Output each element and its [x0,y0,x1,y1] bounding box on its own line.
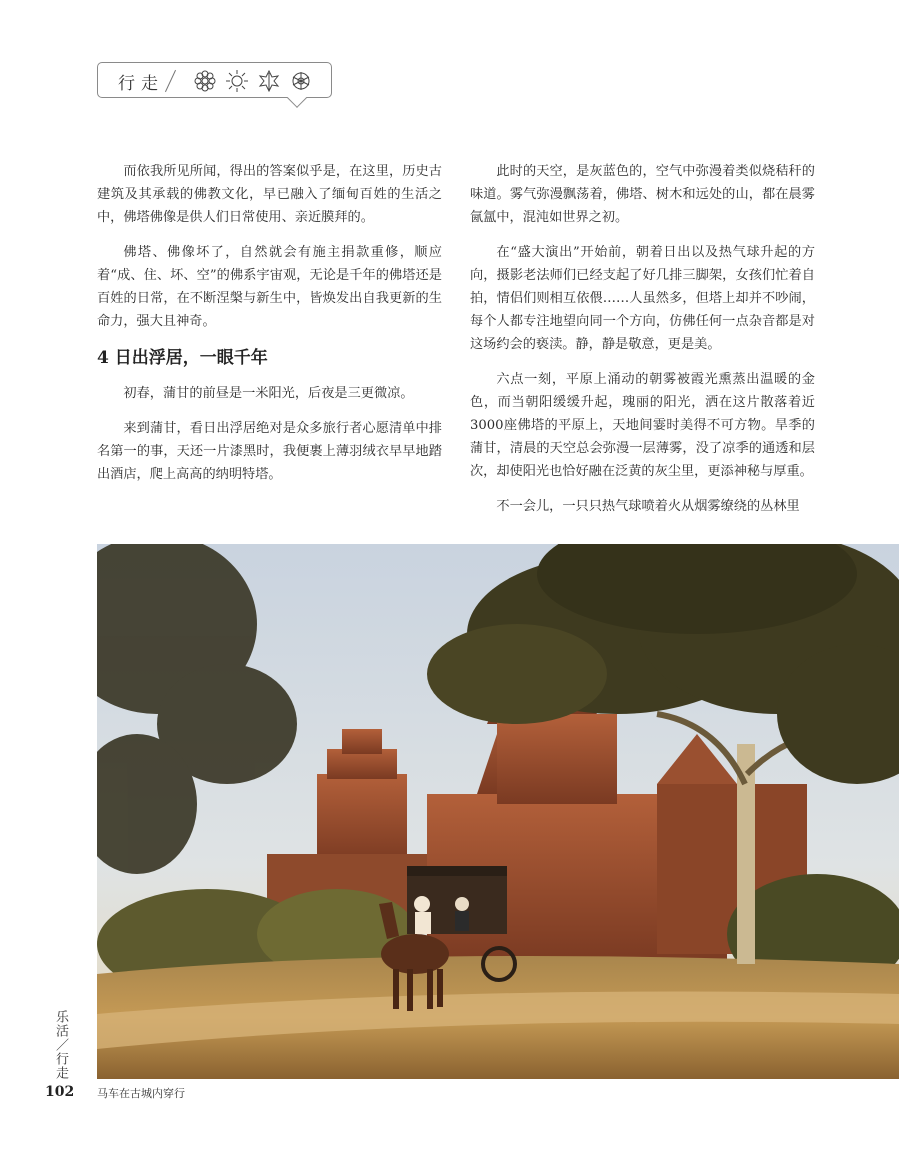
section-side-label: 乐活／行走 [53,1010,68,1080]
article-left-column [97,160,442,498]
paragraph: 不一会儿，一只只热气球喷着火从烟雾缭绕的丛林里 [496,499,800,514]
section-header-tab [97,62,332,98]
paragraph: 而依我所见所闻，得出的答案似乎是，在这里，历史古建筑及其承载的佛教文化，早已融入了缅甸百姓的生活之中，佛塔佛像是供人们日常使用、亲近膜拜的。 [97,164,442,225]
horse-cart-temple-illustration [97,544,899,1079]
header-divider [165,70,176,92]
snowflake-icon [289,69,313,93]
flower-icon [193,69,217,93]
sun-icon [225,69,249,93]
paragraph: 来到蒲甘，看日出浮居绝对是众多旅行者心愿清单中排名第一的事，天还一片漆黑时，我便裹上薄羽绒衣早早地踏出酒店，爬上高高的纳明特塔。 [97,421,442,482]
feature-photo [97,544,899,1079]
paragraph: 六点一刻，平原上涌动的朝雾被霞光熏蒸出温暖的金色，而当朝阳缓缓升起，瑰丽的阳光，洒在这片散落着近3000座佛塔的平原上，天地间霎时美得不可方物。旱季的蒲甘，清晨的天空总会弥漫一层薄雾，没了凉季的通透和层次，却使阳光也恰好融在泛黄的灰尘里，更添神秘与厚重。 [470,372,815,479]
article-right-column [470,160,815,530]
paragraph: 此时的天空，是灰蓝色的，空气中弥漫着类似烧秸秆的味道。雾气弥漫飘荡着，佛塔、树木和远处的山，都在晨雾氤氲中，混沌如世界之初。 [470,164,815,225]
paragraph: 初春，蒲甘的前昼是一米阳光，后夜是三更微凉。 [123,386,414,401]
section-title: 行走 [118,74,164,94]
leaf-icon [257,69,281,93]
paragraph: 佛塔、佛像坏了，自然就会有施主捐款重修，顺应着“成、住、坏、空”的佛系宇宙观，无论是千年的佛塔还是百姓的日常，在不断涅槃与新生中，皆焕发出自我更新的生命力，强大且神奇。 [97,245,442,329]
page-number: 102 [45,1084,75,1100]
paragraph: 在“盛大演出”开始前，朝着日出以及热气球升起的方向，摄影老法师们已经支起了好几排三脚架，女孩们忙着自拍，情侣们则相互依偎……人虽然多，但塔上却并不吵闹，每个人都专注地望向同一个方向，仿佛任何一点杂音都是对这场约会的亵渎。静，静是敬意，更是美。 [470,245,815,352]
photo-caption: 马车在古城内穿行 [97,1087,185,1100]
section-heading: 4 日出浮居，一眼千年 [97,348,268,368]
